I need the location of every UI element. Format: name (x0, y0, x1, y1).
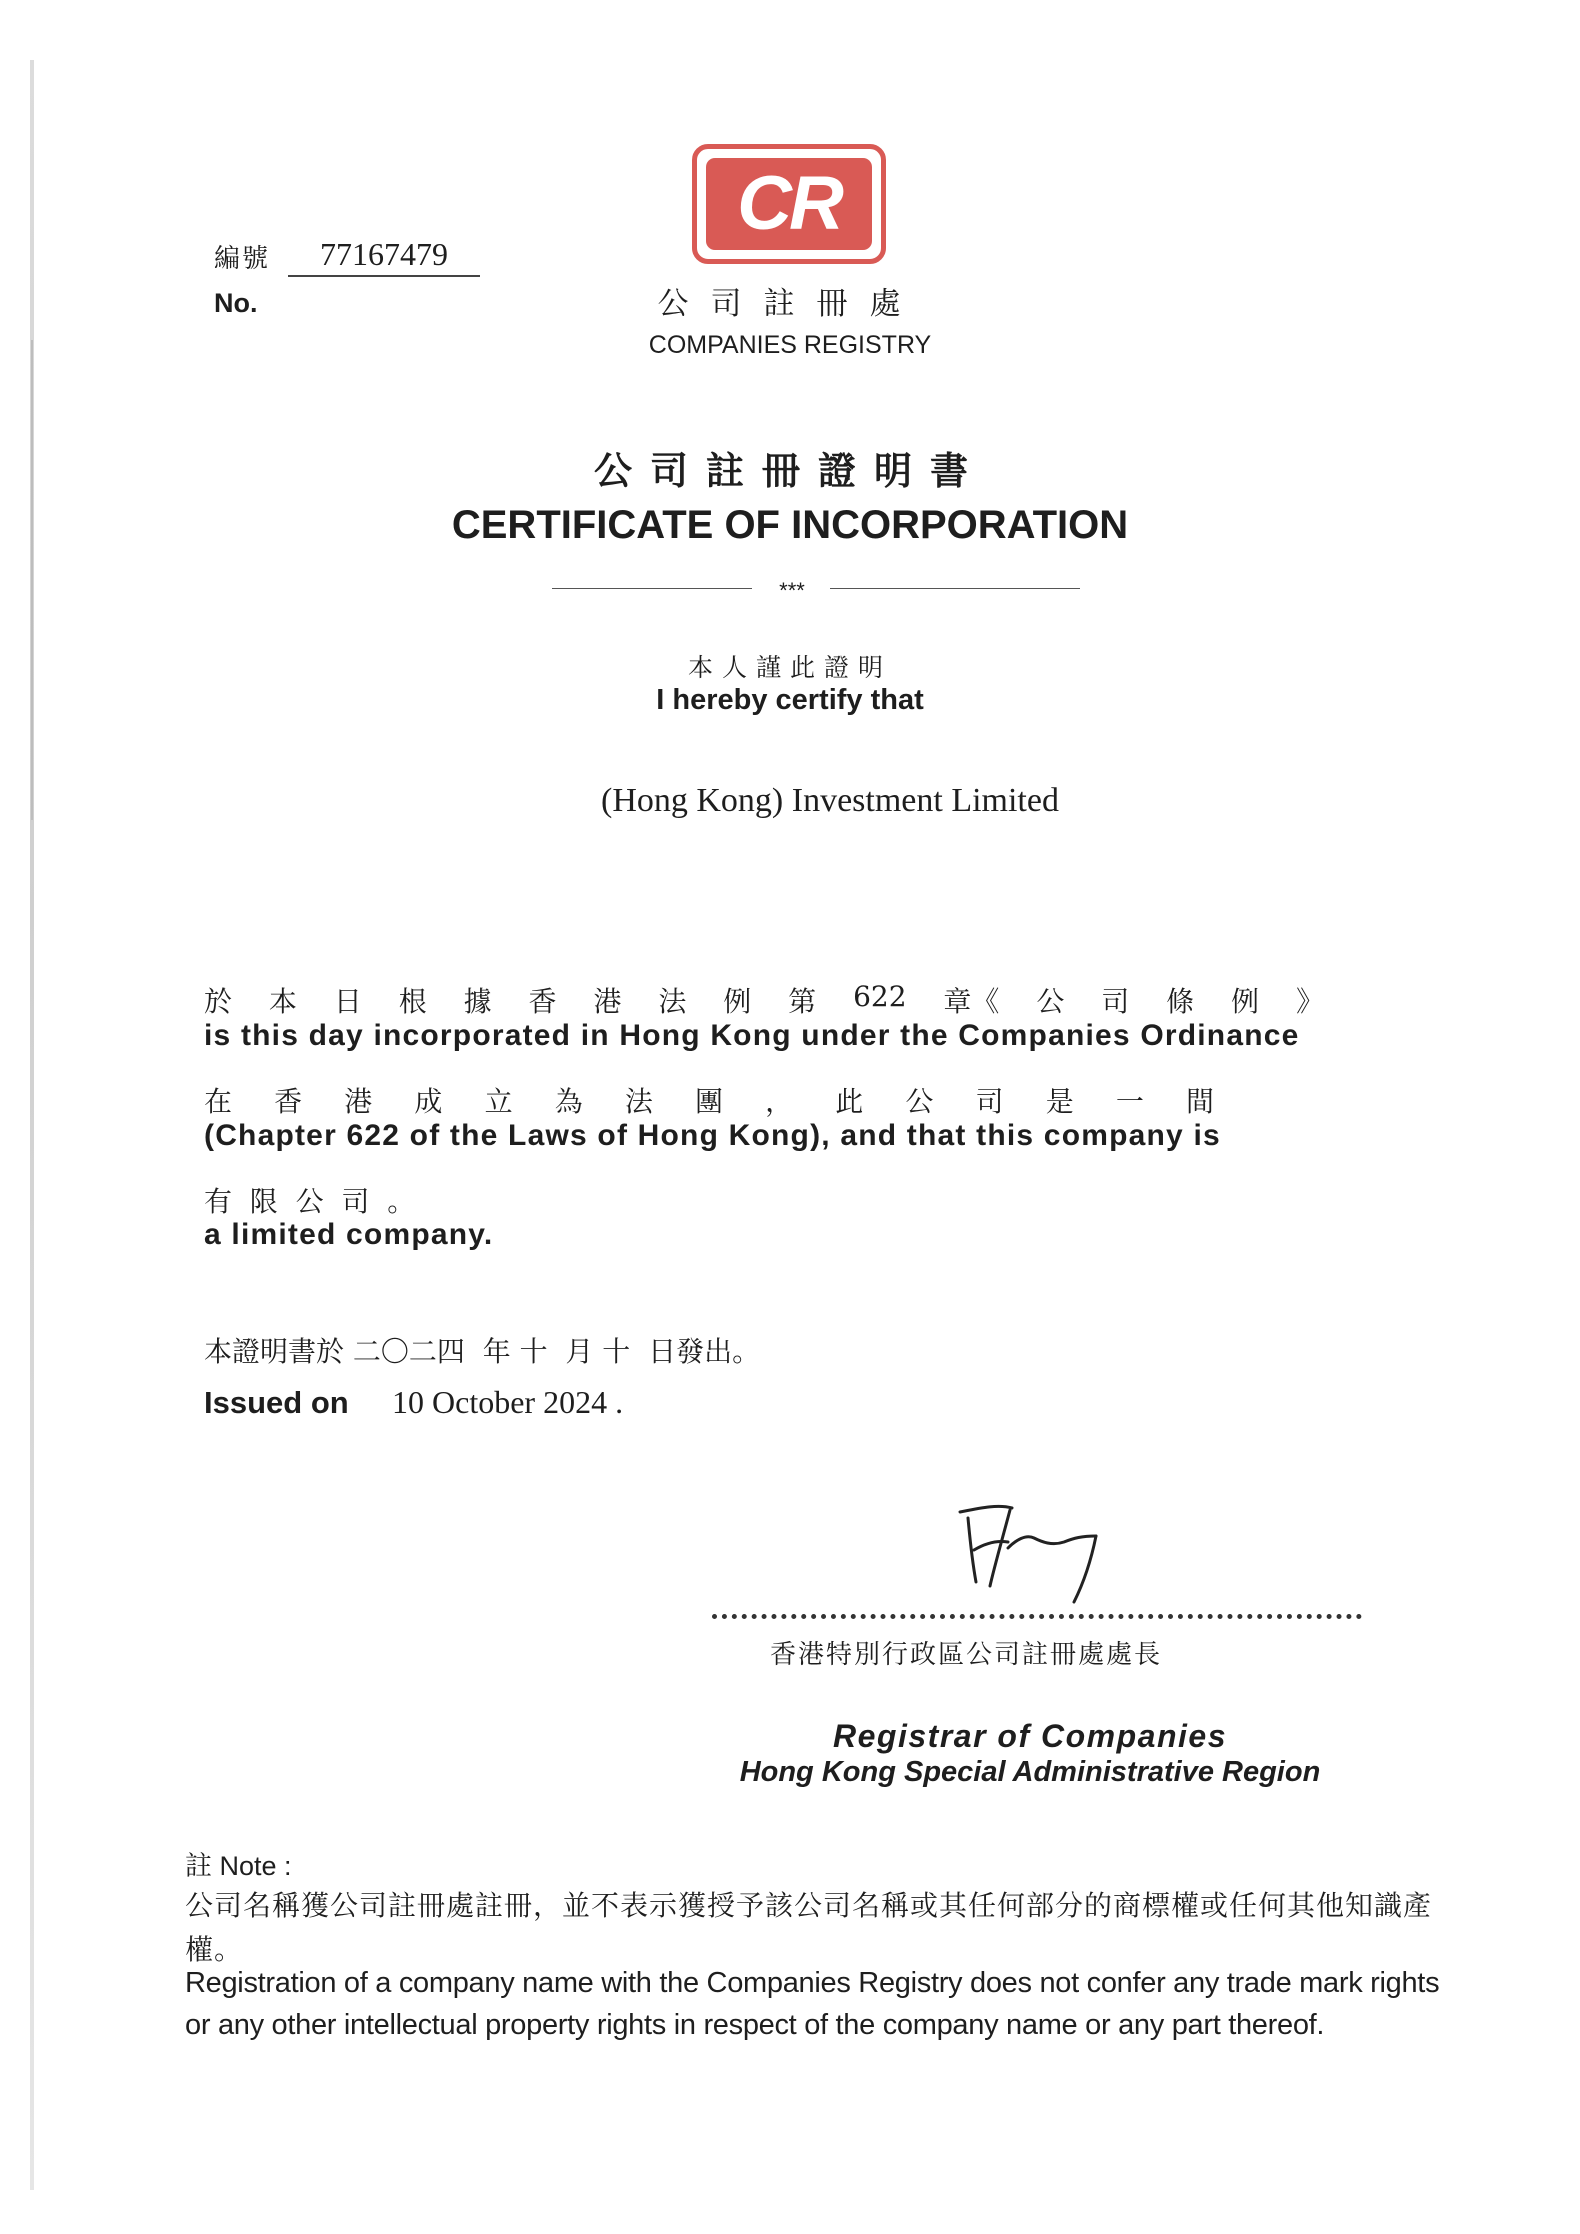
note-text-zh: 公司名稱獲公司註冊處註冊，並不表示獲授予該公司名稱或其任何部分的商標權或任何其他知識產權。 (185, 1889, 1433, 1966)
zh-char: 香 (528, 985, 557, 1018)
registry-name-zh: 公司註冊處 (657, 286, 923, 322)
zh-char: 第 (788, 985, 817, 1018)
zh-char: 司 (975, 1085, 1004, 1118)
zh-char: 於 (204, 985, 233, 1018)
zh-char: 司 (1101, 985, 1130, 1018)
zh-char: 法 (624, 1085, 653, 1118)
registrar-signature (950, 1490, 1110, 1610)
issued-on-label: Issued on (204, 1385, 349, 1420)
signature-line (712, 1614, 1362, 1619)
companies-registry-logo (692, 144, 886, 264)
body-line2-en: (Chapter 622 of the Laws of Hong Kong), and that this company is (204, 1119, 1221, 1152)
zh-char: 成 (414, 1085, 443, 1118)
zh-char: 公 (1036, 985, 1065, 1018)
zh-char: 香 (274, 1085, 303, 1118)
certify-en: I hereby certify that (656, 684, 924, 716)
zh-char: 在 (204, 1085, 233, 1118)
logo-background (706, 158, 872, 250)
body-line1-zh (204, 980, 1324, 1020)
logo-text: CR (737, 161, 841, 246)
body-line2-zh (204, 1080, 1214, 1120)
certify-zh: 本人謹此證明 (687, 653, 892, 682)
body-line3-en: a limited company. (204, 1218, 494, 1251)
zh-char: 港 (593, 985, 622, 1018)
zh-char: 章《 (943, 985, 1000, 1018)
note-text-en: Registration of a company name with the Companies Registry does not confer any trade mark rights or any other intellectual property rights in respect of the company name or any part thereof. (185, 1967, 1440, 2041)
zh-char: 據 (463, 985, 492, 1018)
zh-char: 一 (1115, 1085, 1144, 1118)
zh-char: 》 (1295, 985, 1324, 1018)
zh-char: 此 (835, 1085, 864, 1118)
title-en: CERTIFICATE OF INCORPORATION (451, 503, 1129, 547)
zh-char: ， (765, 1085, 794, 1118)
zh-char: 本 (268, 985, 297, 1018)
zh-char: 例 (723, 985, 752, 1018)
registry-name-en: COMPANIES REGISTRY (648, 331, 932, 359)
zh-char: 立 (484, 1085, 513, 1118)
zh-char: 公 (905, 1085, 934, 1118)
number-label-zh: 編號 (214, 244, 271, 274)
chapter-number: 622 (853, 980, 907, 1013)
zh-char: 例 (1231, 985, 1260, 1018)
registrar-title-zh: 香港特別行政區公司註冊處處長 (770, 1640, 1163, 1670)
zh-char: 日 (333, 985, 362, 1018)
zh-char: 港 (344, 1085, 373, 1118)
zh-char: 為 (554, 1085, 583, 1118)
registrar-region-en: Hong Kong Special Administrative Region (739, 1756, 1321, 1788)
issue-date-zh: 本證明書於 二〇二四 年 十 月 十 日發出。 (204, 1335, 761, 1368)
divider-ornament: *** (779, 578, 805, 603)
scan-edge-shadow (31, 340, 33, 820)
zh-char: 是 (1045, 1085, 1074, 1118)
number-label-en: No. (214, 288, 258, 318)
zh-char: 法 (658, 985, 687, 1018)
zh-char: 條 (1166, 985, 1195, 1018)
body-line1-en: is this day incorporated in Hong Kong under the Companies Ordinance (204, 1019, 1300, 1052)
certificate-number: 77167479 (288, 236, 480, 277)
note-label: 註 Note : (185, 1851, 292, 1881)
company-name: (Hong Kong) Investment Limited (601, 782, 1059, 819)
zh-char: 團 (694, 1085, 723, 1118)
title-zh: 公司註冊證明書 (593, 448, 986, 493)
divider-left (552, 588, 752, 589)
zh-char: 間 (1185, 1085, 1214, 1118)
issue-date: 10 October 2024 . (392, 1384, 624, 1420)
zh-char: 根 (398, 985, 427, 1018)
body-line3-zh: 有 限 公 司 。 (204, 1185, 416, 1218)
registrar-title-en: Registrar of Companies (833, 1718, 1227, 1754)
divider-right (830, 588, 1080, 589)
